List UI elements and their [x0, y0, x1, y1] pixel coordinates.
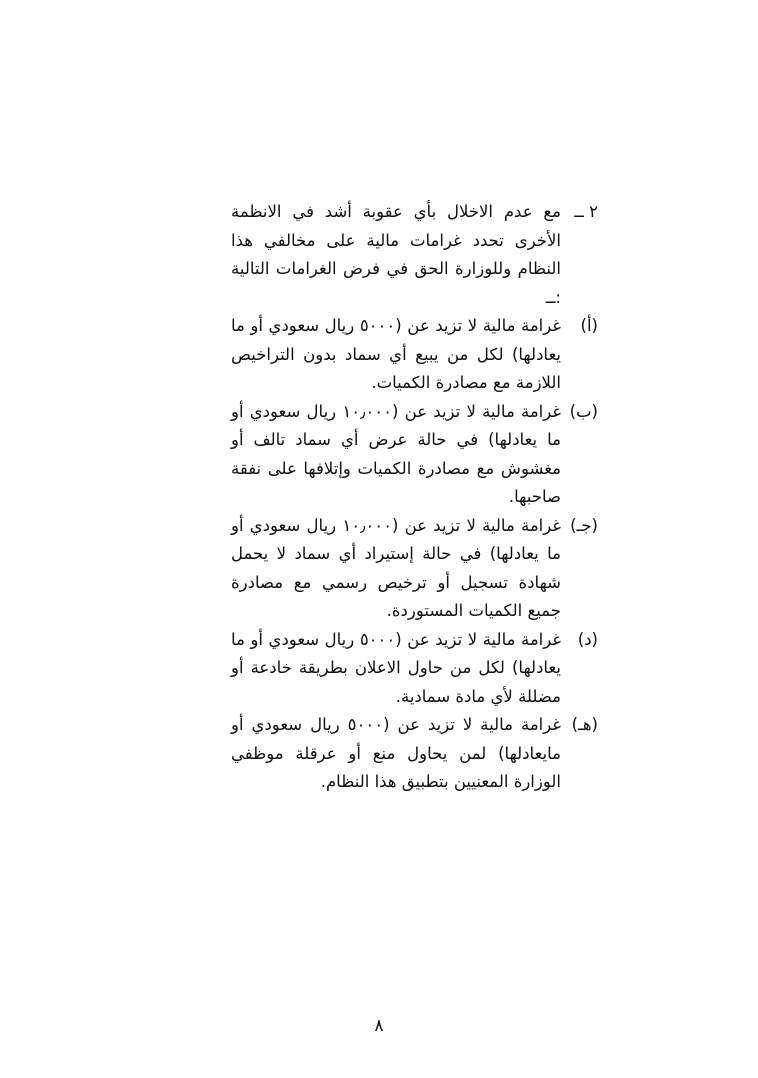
list-item	[231, 626, 598, 712]
item-text: غرامة مالية لا تزيد عن (٥٠٠٠ ريال سعودي أو ما يعادلها) لكل من حاول الاعلان بطريقة خادعة أو مضللة لأي مادة سمادية.	[231, 629, 561, 706]
item-marker: (هـ)	[571, 715, 598, 734]
section-intro-text: مع عدم الاخلال بأي عقوبة أشد في الانظمة الأخرى تحدد غرامات مالية على مخالفي هذا النظام وللوزارة الحق في فرض الغرامات التالية :ــ	[231, 202, 561, 307]
document-body	[231, 198, 598, 797]
item-marker: (ب)	[569, 401, 598, 421]
item-marker: (أ)	[580, 316, 598, 335]
item-text: غرامة مالية لا تزيد عن (١٠٫٠٠٠ ريال سعودي أو ما يعادلها) في حالة إستيراد أي سماد لا يحمل شهادة تسجيل أو ترخيص رسمي مع مصادرة جميع الكميات المستوردة.	[231, 515, 561, 620]
page-number: ٨	[374, 1016, 384, 1036]
item-marker: (جـ)	[570, 515, 598, 535]
item-text: غرامة مالية لا تزيد عن (٥٠٠٠ ريال سعودي أو ما يعادلها) لكل من يبيع أي سماد بدون التراخيص اللازمة مع مصادرة الكميات.	[231, 316, 561, 392]
section-number: ٢ ــ	[574, 202, 598, 221]
list-item	[231, 398, 598, 512]
section-intro	[231, 198, 598, 312]
list-item	[231, 312, 598, 398]
list-item	[231, 711, 598, 797]
list-item	[231, 512, 598, 626]
item-text: غرامة مالية لا تزيد عن (١٠٫٠٠٠ ريال سعودي أو ما يعادلها) في حالة عرض أي سماد تالف أو مغشوش مع مصادرة الكميات وإتلافها على نفقة صاحبها.	[231, 401, 561, 506]
item-text: غرامة مالية لا تزيد عن (٥٠٠٠ ريال سعودي أو مايعادلها) لمن يحاول منع أو عرقلة موظفي الوزارة المعنيين بتطبيق هذا النظام.	[231, 715, 561, 791]
item-marker: (د)	[577, 629, 598, 649]
